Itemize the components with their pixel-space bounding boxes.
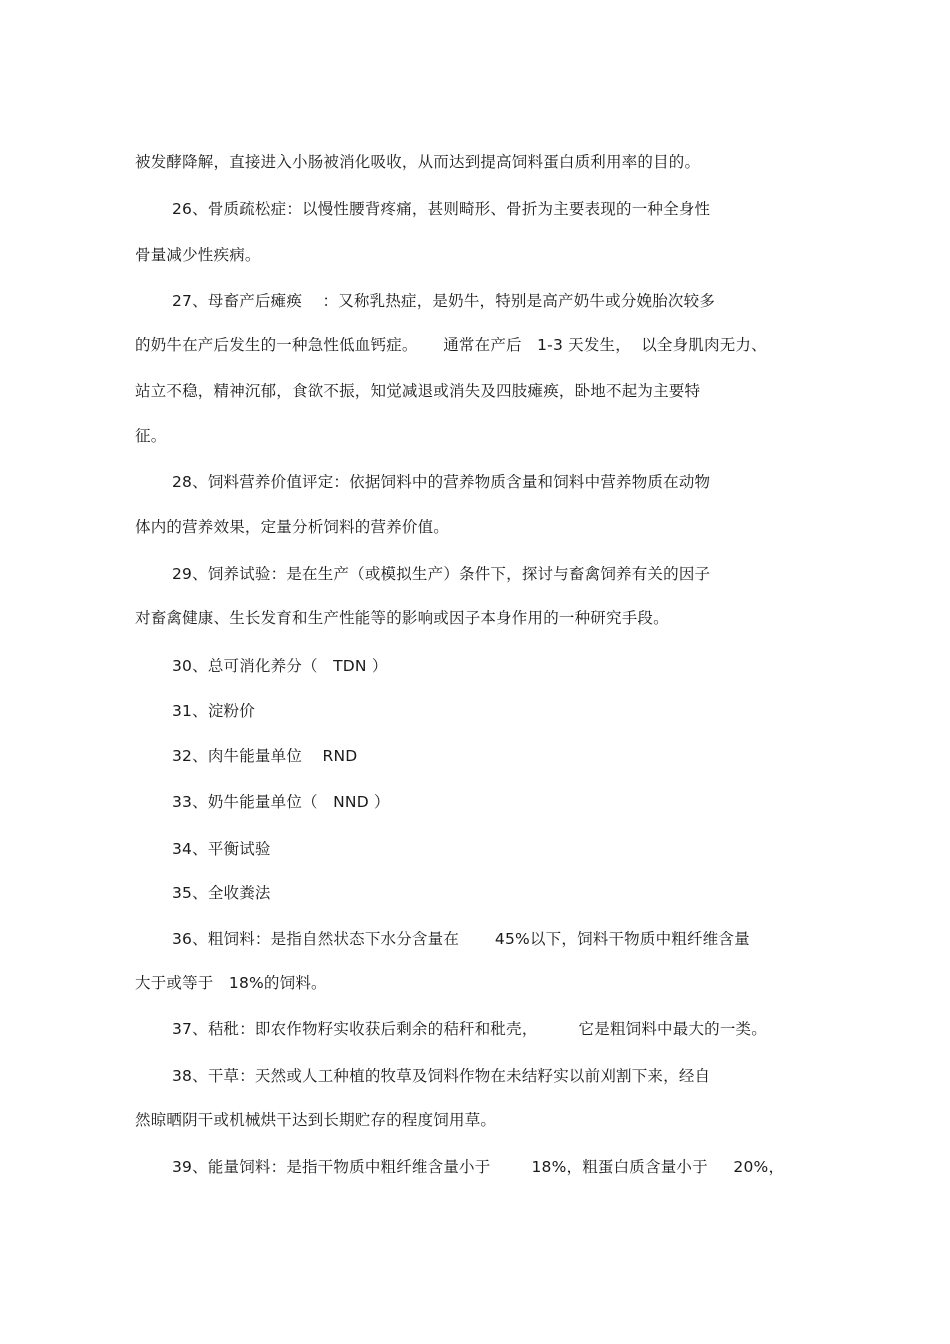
- text-line: 27、母畜产后瘫痪 ：又称乳热症，是奶牛，特别是高产奶牛或分娩胎次较多: [172, 292, 716, 310]
- text-line: 37、秸秕：即农作物籽实收获后剩余的秸秆和秕壳， 它是粗饲料中最大的一类。: [172, 1020, 767, 1038]
- text-line: 28、饲料营养价值评定：依据饲料中的营养物质含量和饲料中营养物质在动物: [172, 473, 711, 491]
- text-line: 被发酵降解，直接进入小肠被消化吸收，从而达到提高饲料蛋白质利用率的目的。: [135, 153, 701, 171]
- text-line: 征。: [135, 427, 167, 445]
- text-line: 39、能量饲料：是指干物质中粗纤维含量小于 18%，粗蛋白质含量小于 20%，: [172, 1158, 785, 1176]
- text-line: 29、饲养试验：是在生产（或模拟生产）条件下，探讨与畜禽饲养有关的因子: [172, 565, 711, 583]
- text-line: 31、淀粉价: [172, 702, 255, 720]
- text-line: 大于或等于 18%的饲料。: [135, 974, 327, 992]
- text-line: 33、奶牛能量单位（ NND ）: [172, 793, 390, 811]
- text-line: 26、骨质疏松症：以慢性腰背疼痛，甚则畸形、骨折为主要表现的一种全身性: [172, 200, 711, 218]
- text-line: 骨量减少性疾病。: [135, 246, 261, 264]
- text-line: 32、肉牛能量单位 RND: [172, 747, 358, 765]
- text-line: 对畜禽健康、生长发育和生产性能等的影响或因子本身作用的一种研究手段。: [135, 609, 669, 627]
- text-line: 30、总可消化养分（ TDN ）: [172, 657, 388, 675]
- text-line: 36、粗饲料：是指自然状态下水分含量在 45%以下，饲料干物质中粗纤维含量: [172, 930, 750, 948]
- text-line: 站立不稳，精神沉郁，食欲不振，知觉减退或消失及四肢瘫痪，卧地不起为主要特: [135, 382, 701, 400]
- text-line: 38、干草：天然或人工种植的牧草及饲料作物在未结籽实以前刈割下来，经自: [172, 1067, 711, 1085]
- text-line: 34、平衡试验: [172, 840, 271, 858]
- text-line: 的奶牛在产后发生的一种急性低血钙症。 通常在产后 1-3 天发生， 以全身肌肉无力、: [135, 336, 767, 354]
- text-line: 体内的营养效果，定量分析饲料的营养价值。: [135, 518, 450, 536]
- text-line: 然晾晒阴干或机械烘干达到长期贮存的程度饲用草。: [135, 1111, 497, 1129]
- text-line: 35、全收粪法: [172, 884, 271, 902]
